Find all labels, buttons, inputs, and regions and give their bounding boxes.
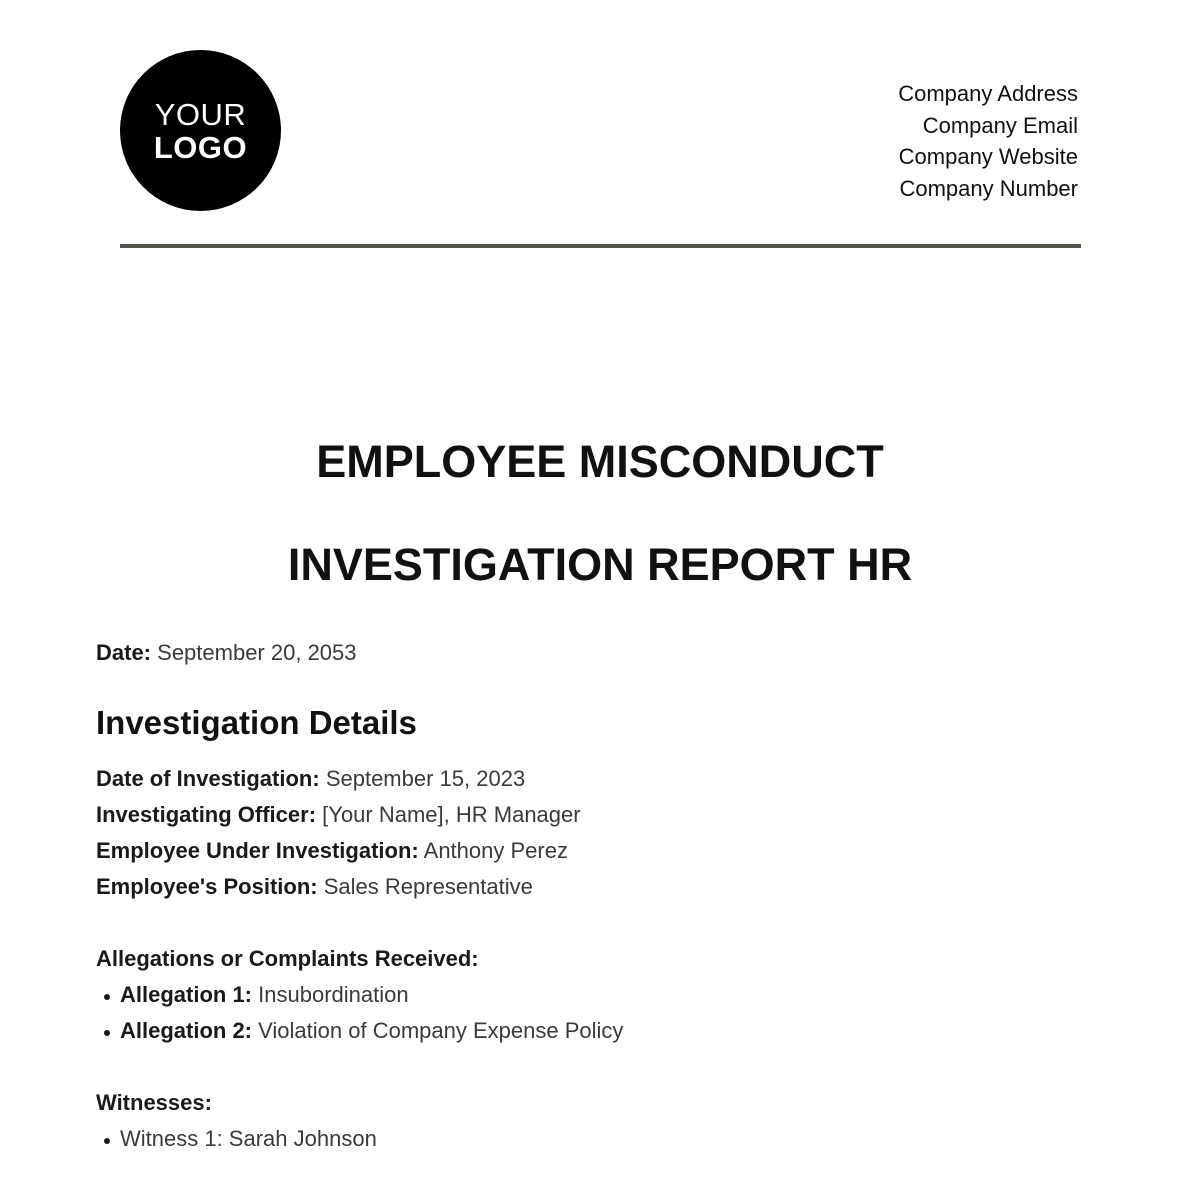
allegations-list xyxy=(96,977,1106,1049)
allegations-heading: Allegations or Complaints Received: xyxy=(96,946,479,971)
field-employee-position xyxy=(96,869,1106,905)
report-date-label: Date: xyxy=(96,640,152,665)
allegation-label: Allegation 2: xyxy=(120,1018,253,1043)
title-line-2: INVESTIGATION REPORT HR xyxy=(287,539,913,590)
logo-text-logo: LOGO xyxy=(153,129,248,165)
allegation-label: Allegation 1: xyxy=(120,982,253,1007)
field-employee-under-investigation xyxy=(96,833,1106,869)
document-title xyxy=(0,410,1200,616)
investigation-details-heading: Investigation Details xyxy=(96,704,417,741)
field-investigating-officer xyxy=(96,797,1106,833)
company-number: Company Number xyxy=(899,175,1078,201)
field-date-of-investigation xyxy=(96,761,1106,797)
field-label: Employee Under Investigation: xyxy=(96,838,419,863)
company-info xyxy=(898,78,1078,204)
field-label: Date of Investigation: xyxy=(96,766,320,791)
field-label: Employee's Position: xyxy=(96,874,318,899)
company-email: Company Email xyxy=(922,112,1078,138)
report-body xyxy=(96,635,1106,1157)
list-item: Witness 1: Sarah Johnson xyxy=(96,1121,1106,1157)
report-date-value: September 20, 2053 xyxy=(157,640,357,665)
title-line-1: EMPLOYEE MISCONDUCT xyxy=(316,436,884,487)
company-website: Company Website xyxy=(898,144,1078,169)
witnesses-heading: Witnesses: xyxy=(96,1090,212,1115)
field-value: Sales Representative xyxy=(323,874,533,899)
header-divider xyxy=(120,244,1081,248)
field-value: Anthony Perez xyxy=(423,838,568,863)
allegation-value: Insubordination xyxy=(258,982,409,1007)
allegation-value: Violation of Company Expense Policy xyxy=(258,1018,624,1043)
company-logo xyxy=(120,50,281,211)
logo-text-your: YOUR xyxy=(154,96,247,132)
report-date xyxy=(96,635,1106,671)
list-item xyxy=(96,977,1106,1013)
company-address: Company Address xyxy=(898,81,1078,106)
field-value: [Your Name], HR Manager xyxy=(322,802,581,827)
field-value: September 15, 2023 xyxy=(325,766,526,791)
field-label: Investigating Officer: xyxy=(96,802,317,827)
witnesses-list xyxy=(96,1121,1106,1157)
list-item xyxy=(96,1013,1106,1049)
